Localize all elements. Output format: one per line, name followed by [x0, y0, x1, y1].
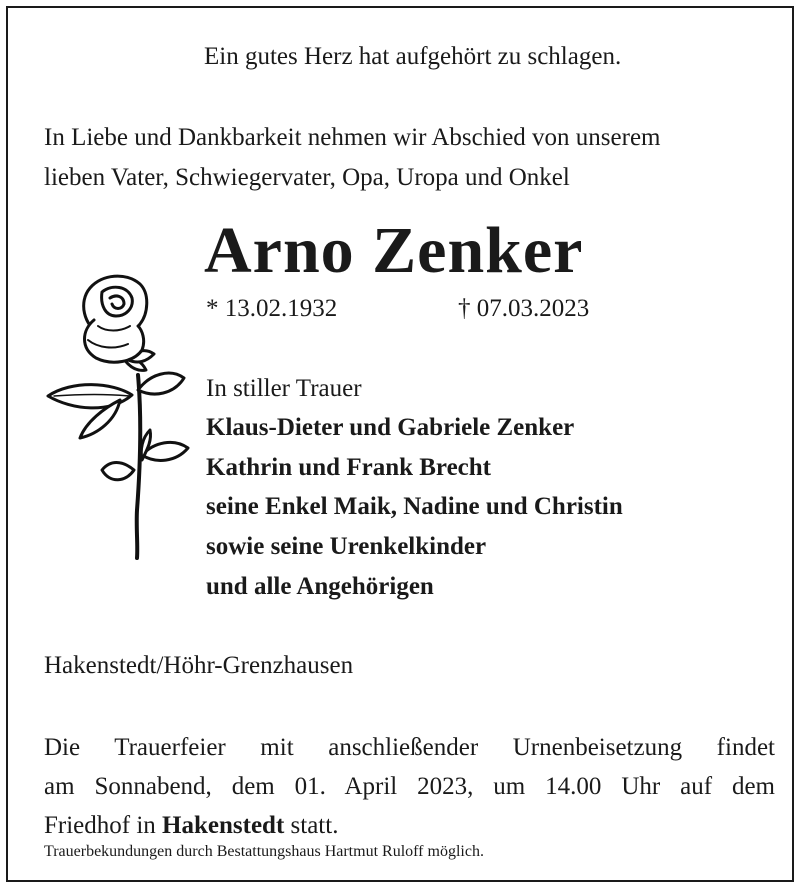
rose-icon	[42, 270, 192, 560]
mourner-line: Klaus-Dieter und Gabriele Zenker	[206, 414, 575, 441]
funeral-line-3-prefix: Friedhof in	[44, 812, 163, 839]
mourner-line: Kathrin und Frank Brecht	[206, 454, 491, 481]
intro-line-2: lieben Vater, Schwiegervater, Opa, Uropa und Onkel	[44, 164, 570, 191]
funeral-line-2: am Sonnabend, dem 01. April 2023, um 14.00 Uhr auf dem	[44, 773, 775, 800]
headline: Ein gutes Herz hat aufgehört zu schlagen.	[204, 43, 622, 70]
funeral-line-1: Die Trauerfeier mit anschließender Urnenbeisetzung findet	[44, 734, 775, 761]
death-date: † 07.03.2023	[458, 295, 590, 322]
intro-line-1: In Liebe und Dankbarkeit nehmen wir Abschied von unserem	[44, 124, 661, 151]
funeral-line-3	[44, 806, 775, 845]
obituary-frame	[6, 6, 794, 882]
mourning-label: In stiller Trauer	[206, 375, 362, 402]
funeral-line-3-suffix: statt.	[284, 812, 339, 839]
funeral-location: Hakenstedt	[162, 812, 285, 839]
mourner-line: und alle Angehörigen	[206, 573, 434, 600]
deceased-name: Arno Zenker	[204, 214, 584, 287]
funeral-details	[44, 728, 775, 845]
condolence-footnote: Trauerbekundungen durch Bestattungshaus Hartmut Ruloff möglich.	[44, 843, 484, 860]
mourner-line: seine Enkel Maik, Nadine und Christin	[206, 493, 623, 520]
birth-date: * 13.02.1932	[206, 295, 338, 322]
mourner-line: sowie seine Urenkelkinder	[206, 533, 487, 560]
place-of-residence: Hakenstedt/Höhr-Grenzhausen	[44, 652, 354, 679]
